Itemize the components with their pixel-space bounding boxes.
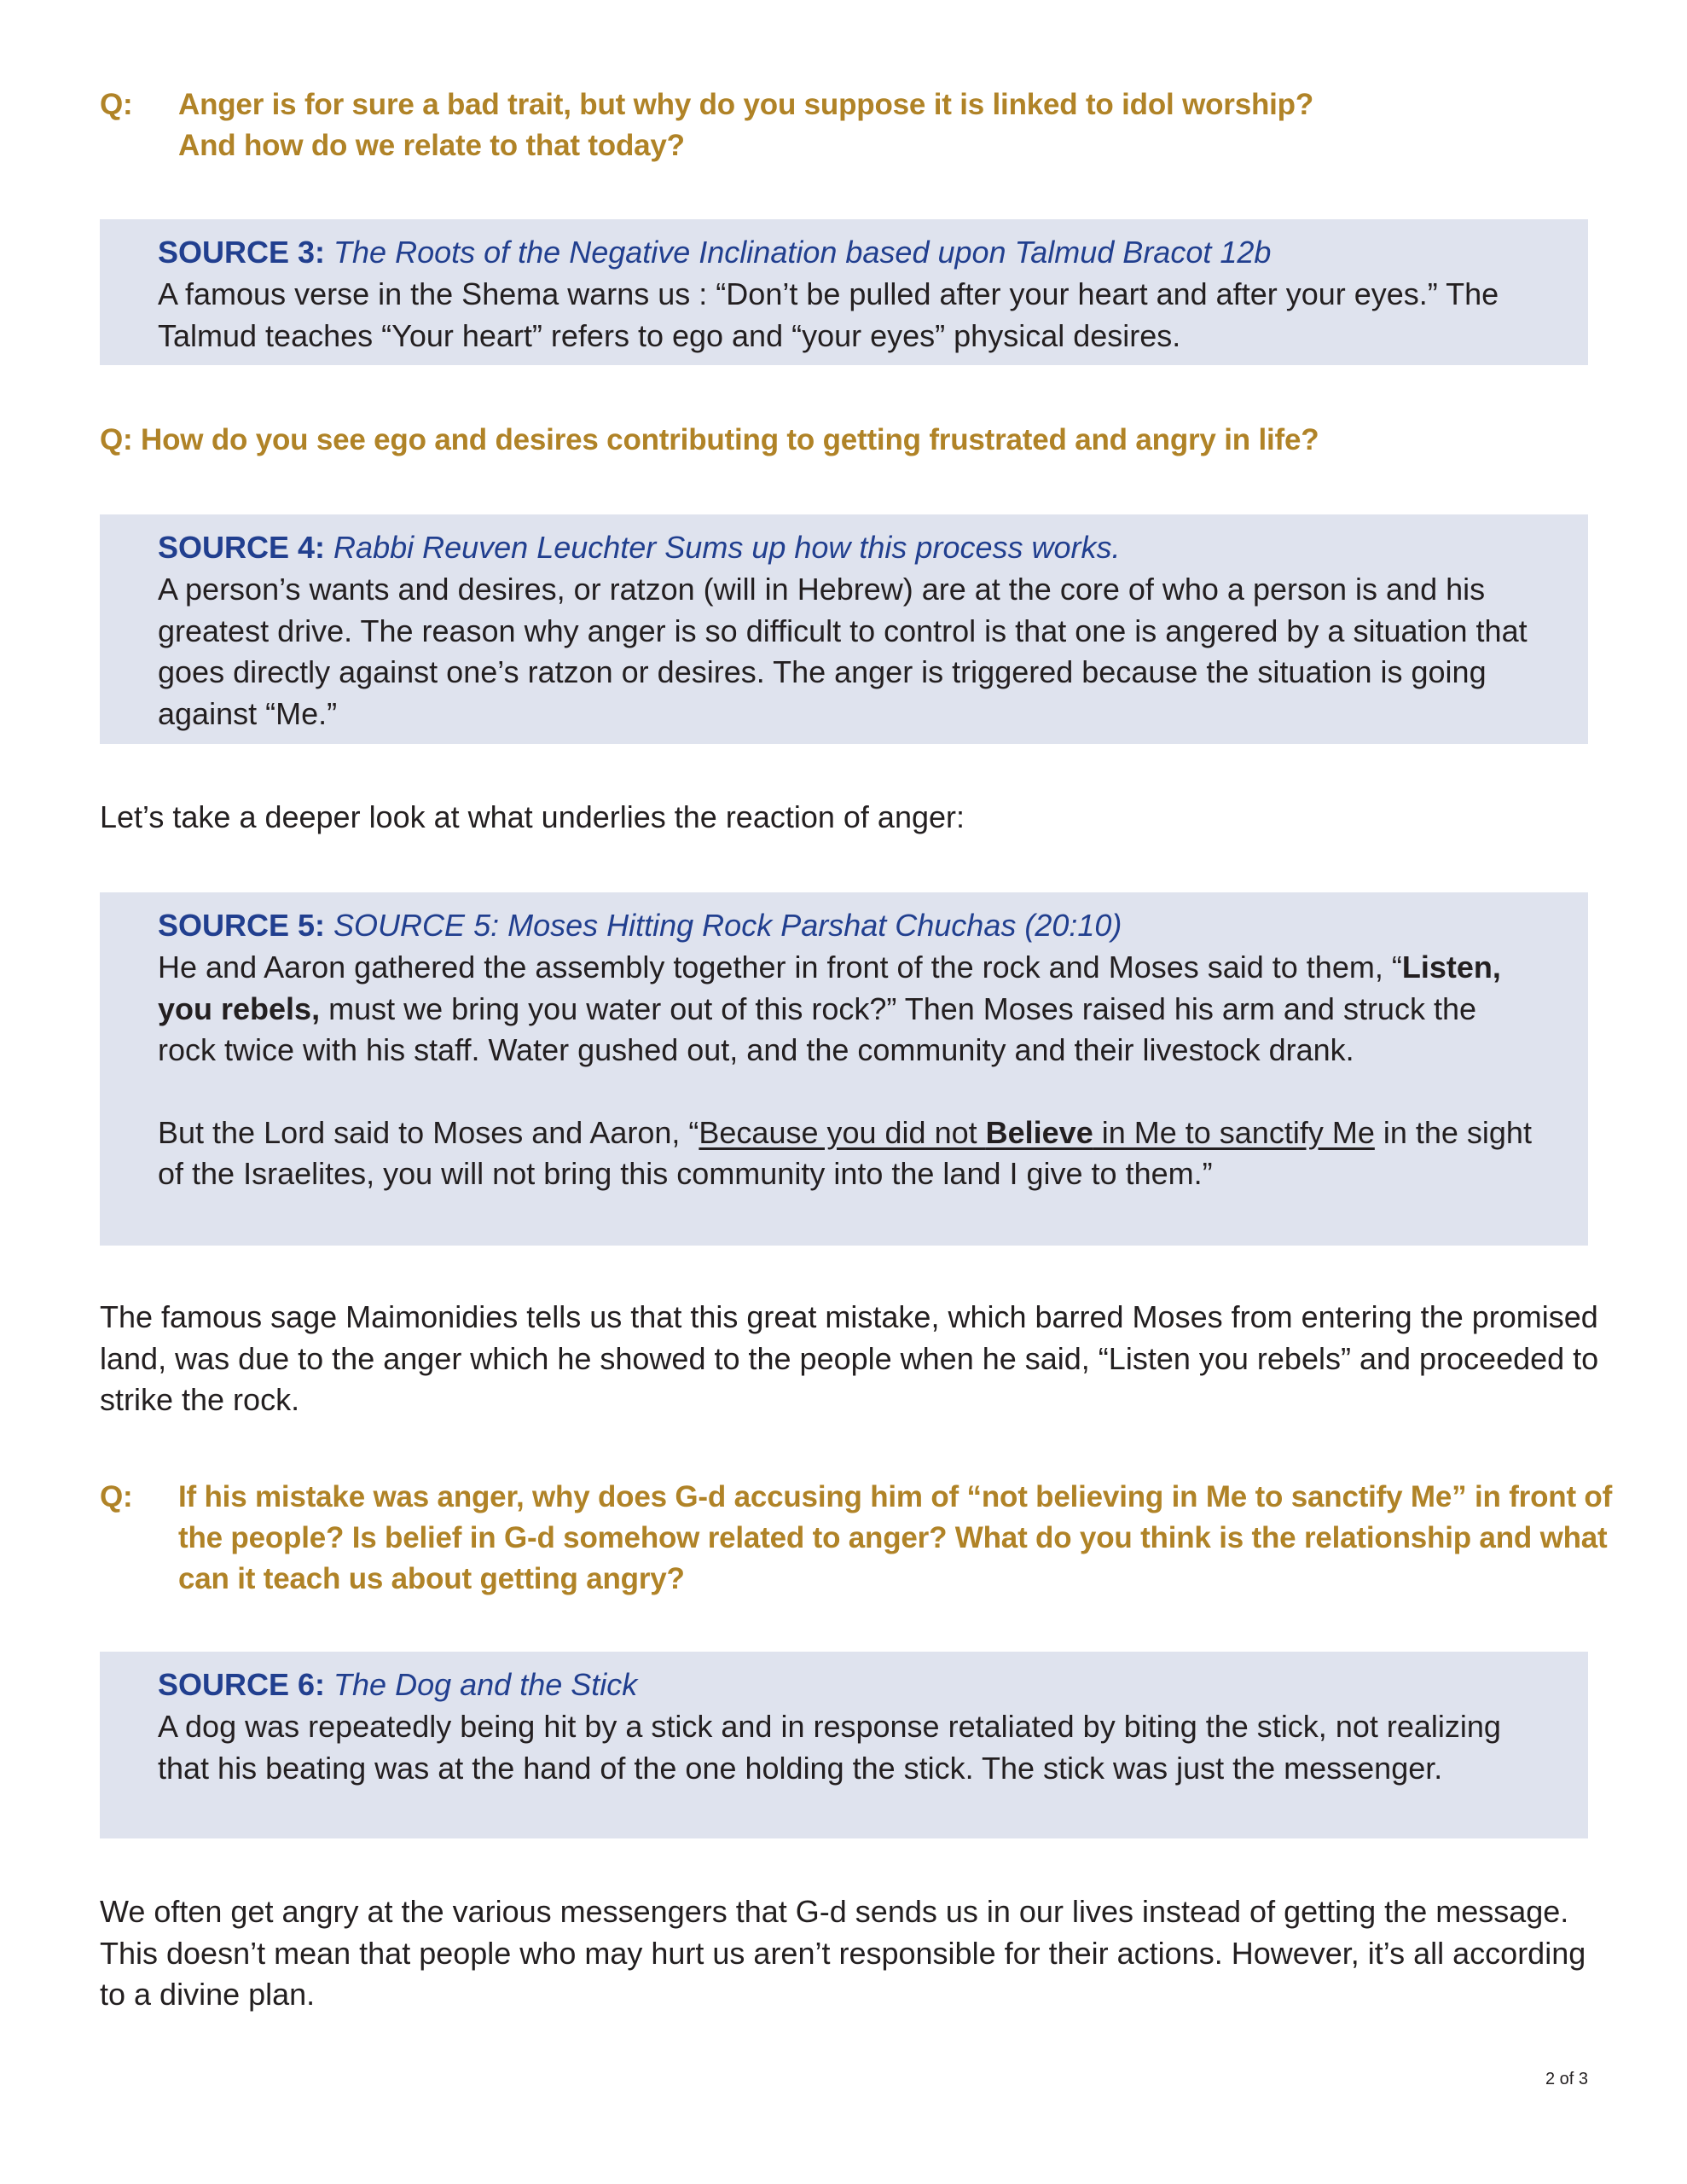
source-4-heading bbox=[158, 526, 1537, 569]
source-5-box bbox=[100, 892, 1588, 1246]
source-6-body: A dog was repeatedly being hit by a stick and in response retaliated by biting the stick, not realizing that his beating was at the hand of the one holding the stick. The stick was just the messenger. bbox=[158, 1709, 1501, 1786]
source-label: SOURCE 4: bbox=[158, 530, 326, 565]
question-1-line-1: Anger is for sure a bad trait, but why do you suppose it is linked to idol worship? bbox=[178, 88, 1314, 121]
source-5-paragraph-2 bbox=[158, 1112, 1537, 1195]
emphasis-listen-you-rebels: Listen, you rebels, bbox=[158, 950, 1501, 1026]
source-5-paragraph-1 bbox=[158, 947, 1537, 1072]
source-title: The Roots of the Negative Inclination based upon Talmud Bracot 12b bbox=[333, 235, 1272, 270]
question-2-body: How do you see ego and desires contributing to getting frustrated and angry in life? bbox=[141, 423, 1319, 456]
question-label: Q: bbox=[100, 88, 133, 121]
source-6-heading bbox=[158, 1664, 1537, 1706]
source-3-box bbox=[100, 219, 1588, 365]
maimonides-paragraph: The famous sage Maimonidies tells us that this great mistake, which barred Moses from entering the promised land, was due to the anger which he showed to the people when he said, “Listen you rebels” and proceeded to strike the rock. bbox=[100, 1299, 1599, 1417]
source-label: SOURCE 3: bbox=[158, 235, 326, 270]
source-label: SOURCE 5: bbox=[158, 908, 326, 943]
question-label: Q: bbox=[100, 423, 133, 456]
source-6-box bbox=[100, 1652, 1588, 1838]
question-1-line-2: And how do we relate to that today? bbox=[178, 129, 685, 162]
source-5-heading bbox=[158, 904, 1537, 947]
text-run: must we bring you water out of this rock?” Then Moses raised his arm and struck the rock twice with his staff. Water gushed out, and the community and their livestock drank. bbox=[158, 990, 1477, 1067]
source-title: The Dog and the Stick bbox=[333, 1667, 638, 1702]
question-1 bbox=[100, 84, 1601, 166]
source-3-heading bbox=[158, 231, 1537, 274]
emphasis-believe: Believe bbox=[985, 1114, 1093, 1150]
text-run: He and Aaron gathered the assembly together in front of the rock and Moses said to them, “ bbox=[158, 950, 1402, 985]
source-title: Rabbi Reuven Leuchter Sums up how this process works. bbox=[333, 530, 1121, 565]
closing-paragraph: We often get angry at the various messengers that G-d sends us in our lives instead of getting the message. This doesn’t mean that people who may hurt us aren’t responsible for their actions. However, it’s all according to a divine plan. bbox=[100, 1894, 1586, 2012]
text-run: But the Lord said to Moses and Aaron, “ bbox=[158, 1114, 699, 1150]
source-4-body: A person’s wants and desires, or ratzon (will in Hebrew) are at the core of who a person is and his greatest drive. The reason why anger is so difficult to control is that one is angered by a situation that goes directly against one’s ratzon or desires. The anger is triggered because the situation is going against “Me.” bbox=[158, 572, 1528, 731]
source-3-body: A famous verse in the Shema warns us : “Don’t be pulled after your heart and after your eyes.” The Talmud teaches “Your heart” refers to ego and “your eyes” physical desires. bbox=[158, 276, 1499, 353]
intro-text: Let’s take a deeper look at what underlies the reaction of anger: bbox=[100, 799, 965, 834]
question-label: Q: bbox=[100, 1480, 133, 1513]
question-2 bbox=[100, 420, 1601, 461]
source-4-box bbox=[100, 514, 1588, 744]
underlined-phrase bbox=[699, 1115, 1374, 1150]
source-title: SOURCE 5: Moses Hitting Rock Parshat Chuchas (20:10) bbox=[333, 908, 1122, 943]
page-number: 2 of 3 bbox=[1545, 2070, 1588, 2088]
text-run: Because you did not bbox=[699, 1114, 986, 1150]
text-run: in the sight of the Israelites, you will not bring this community into the land I give to them.” bbox=[158, 1114, 1532, 1191]
question-2-text bbox=[100, 420, 1601, 461]
text-run: in Me to sanctify Me bbox=[1093, 1114, 1375, 1150]
question-3-text: If his mistake was anger, why does G-d accusing him of “not believing in Me to sanctify Me” in front of the people? Is belief in G-d somehow related to anger? What do you think is the relationship and what can it teach us about getting angry? bbox=[178, 1480, 1613, 1595]
question-3 bbox=[100, 1477, 1613, 1600]
source-label: SOURCE 6: bbox=[158, 1667, 326, 1702]
